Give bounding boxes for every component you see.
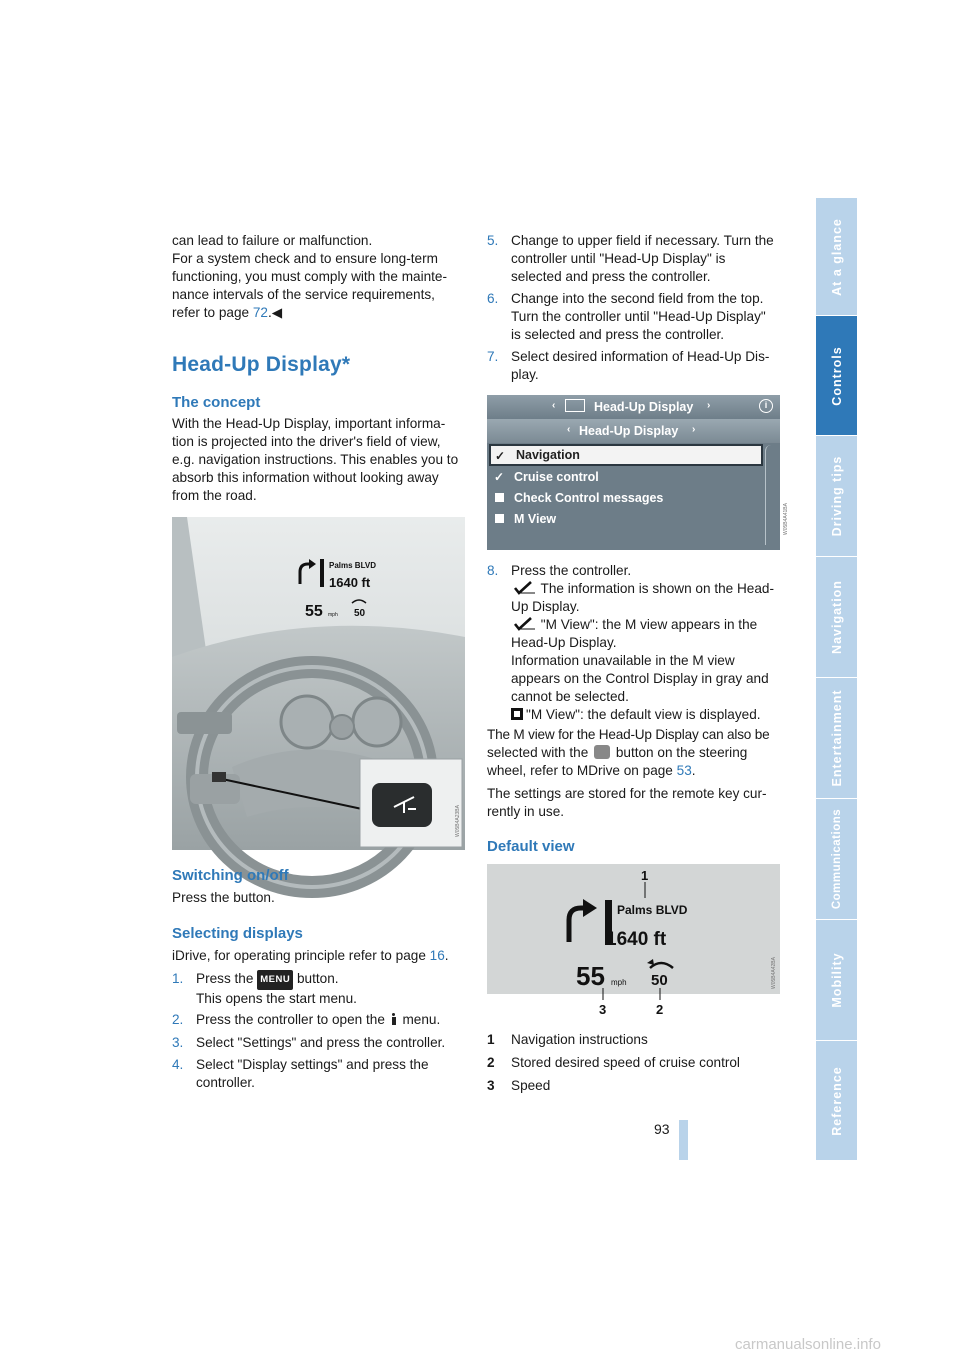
concept-paragraph — [172, 415, 467, 505]
step-8: 8. Press the controller. The information is shown on the Head- Up Display. "M View": the M view appears in the Head-Up Display. Information unavailable in the M view appears on the Control Display in gray and cannot be selected. "M View": the default view is displayed. — [487, 563, 775, 722]
hud-default-view — [487, 864, 780, 1019]
checked-icon: ✓ — [495, 449, 506, 463]
intro-paragraph — [172, 232, 464, 322]
photo-code: W05B4A23BA — [455, 805, 461, 837]
page-link-72[interactable]: 72 — [252, 305, 268, 320]
menu-sub-title: Head-Up Display — [579, 424, 679, 438]
step-number: 2. — [172, 1012, 184, 1027]
hud-speed: 55 — [576, 961, 605, 991]
default-view-image — [487, 864, 780, 1019]
concept-line: from the road. — [172, 488, 257, 503]
photo-hud-speed: 55 — [305, 603, 323, 620]
step-5: 5. Change to upper field if necessary. Turn the controller until "Head-Up Display" is selected and press the controller. — [487, 233, 774, 284]
intro-line: functioning, you must comply with the mainte- — [172, 269, 448, 284]
cockpit-illustration — [172, 517, 465, 850]
stored-paragraph: The settings are stored for the remote key cur- rently in use. — [487, 786, 767, 819]
callout-1: 1 — [641, 868, 649, 883]
checkbox-icon — [495, 514, 504, 523]
checked-icon — [511, 617, 537, 631]
step-number: 4. — [172, 1057, 184, 1072]
menu-item-label: Navigation — [516, 448, 580, 462]
hud-street: Palms BLVD — [617, 903, 688, 917]
tab-reference[interactable]: Reference — [816, 1041, 857, 1161]
tab-controls[interactable]: Controls — [816, 316, 857, 436]
legend-item: 2 Stored desired speed of cruise control — [487, 1055, 740, 1070]
legend-item: 1 Navigation instructions — [487, 1032, 648, 1047]
intro-line: refer to page 72.◀ — [172, 305, 283, 320]
page-marker-bar — [679, 1120, 688, 1160]
hud-distance: 1640 ft — [606, 929, 667, 950]
menu-item-label: Cruise control — [514, 470, 599, 484]
concept-heading: The concept — [172, 394, 261, 411]
control-display-menu — [487, 395, 789, 550]
info-circle-icon[interactable]: i — [759, 399, 773, 413]
photo-hud-distance: 1640 ft — [329, 575, 371, 590]
step-6: 6. Change into the second field from the top. Turn the controller until "Head-Up Display" is selected and press the controller. — [487, 291, 766, 342]
settings-check-icon — [565, 399, 585, 412]
concept-line: tion is projected into the driver's field of view, — [172, 434, 441, 449]
step-4: 4. Select "Display settings" and press the controller. — [172, 1057, 429, 1090]
select-intro: iDrive, for operating principle refer to page 16. — [172, 948, 449, 963]
concept-line: absorb this information without looking away — [172, 470, 439, 485]
callout-2: 2 — [656, 1002, 664, 1017]
photo-hud-street: Palms BLVD — [329, 561, 376, 570]
menu-key-icon: MENU — [257, 970, 293, 990]
chevron-right-icon: › — [707, 400, 711, 411]
menu-code: W05B4A41BA — [783, 503, 789, 535]
watermark: carmanualsonline.info — [735, 1336, 881, 1353]
tab-communications[interactable]: Communications — [816, 799, 857, 920]
intro-line: can lead to failure or malfunction. — [172, 233, 373, 248]
select-heading: Selecting displays — [172, 925, 303, 942]
page-link-53[interactable]: 53 — [676, 763, 692, 778]
menu-scrollbar[interactable] — [765, 445, 774, 545]
checked-icon: ✓ — [494, 470, 505, 484]
step-3: 3. Select "Settings" and press the controller. — [172, 1035, 446, 1050]
step-number: 6. — [487, 291, 499, 306]
hud-code: W05B4A42BA — [771, 957, 777, 989]
photo-hud-cruise: 50 — [354, 608, 366, 619]
menu-top-bar[interactable] — [487, 395, 780, 419]
menu-sub-bar[interactable] — [487, 419, 780, 443]
concept-line: With the Head-Up Display, important informa- — [172, 416, 446, 431]
m-view-paragraph: The M view for the Head-Up Display can also be selected with the button on the steering wheel, refer to MDrive on page 53. — [487, 727, 770, 778]
info-icon — [391, 1013, 397, 1025]
menu-top-title: Head-Up Display — [594, 400, 694, 414]
step-2: 2. Press the controller to open the menu. — [172, 1012, 441, 1027]
switch-text: Press the button. — [172, 890, 275, 905]
callout-3: 3 — [599, 1002, 607, 1017]
concept-line: e.g. navigation instructions. This enables you to — [172, 452, 459, 467]
chevron-left-icon: ‹ — [567, 424, 571, 435]
menu-item-cruise-control[interactable] — [489, 468, 763, 488]
checkbox-icon — [495, 493, 504, 502]
tab-driving-tips[interactable]: Driving tips — [816, 436, 857, 557]
step-7: 7. Select desired information of Head-Up Dis- play. — [487, 349, 770, 382]
step-number: 7. — [487, 349, 499, 364]
step-number: 5. — [487, 233, 499, 248]
menu-item-check-control[interactable] — [489, 489, 763, 509]
photo-hud-speed-unit: mph — [328, 612, 338, 618]
hud-speed-unit: mph — [611, 978, 627, 987]
step-1: 1. Press the MENU button. This opens the start menu. — [172, 971, 357, 1006]
step-number: 1. — [172, 971, 184, 986]
intro-line: For a system check and to ensure long-term — [172, 251, 438, 266]
hud-cruise: 50 — [651, 972, 668, 989]
tab-entertainment[interactable]: Entertainment — [816, 678, 857, 799]
legend-item: 3 Speed — [487, 1078, 551, 1093]
m-button-icon — [594, 745, 610, 759]
cockpit-photo — [172, 517, 465, 850]
tab-mobility[interactable]: Mobility — [816, 920, 857, 1041]
chevron-right-icon: › — [692, 424, 696, 435]
menu-item-m-view[interactable] — [489, 510, 763, 530]
tab-at-a-glance[interactable]: At a glance — [816, 198, 857, 316]
default-view-heading: Default view — [487, 838, 575, 855]
section-title: Head-Up Display* — [172, 353, 351, 376]
intro-line: nance intervals of the service requirements, — [172, 287, 435, 302]
checkbox-icon — [511, 708, 523, 720]
switch-heading: Switching on/off — [172, 867, 289, 884]
chevron-left-icon: ‹ — [552, 400, 556, 411]
menu-item-navigation[interactable] — [489, 444, 763, 466]
tab-navigation[interactable]: Navigation — [816, 557, 857, 678]
menu-item-label: M View — [514, 512, 557, 526]
step-number: 8. — [487, 563, 499, 578]
step-number: 3. — [172, 1035, 184, 1050]
menu-item-label: Check Control messages — [514, 491, 664, 505]
page-link-16[interactable]: 16 — [429, 948, 445, 963]
checked-icon — [511, 581, 537, 595]
page-number: 93 — [654, 1121, 670, 1137]
